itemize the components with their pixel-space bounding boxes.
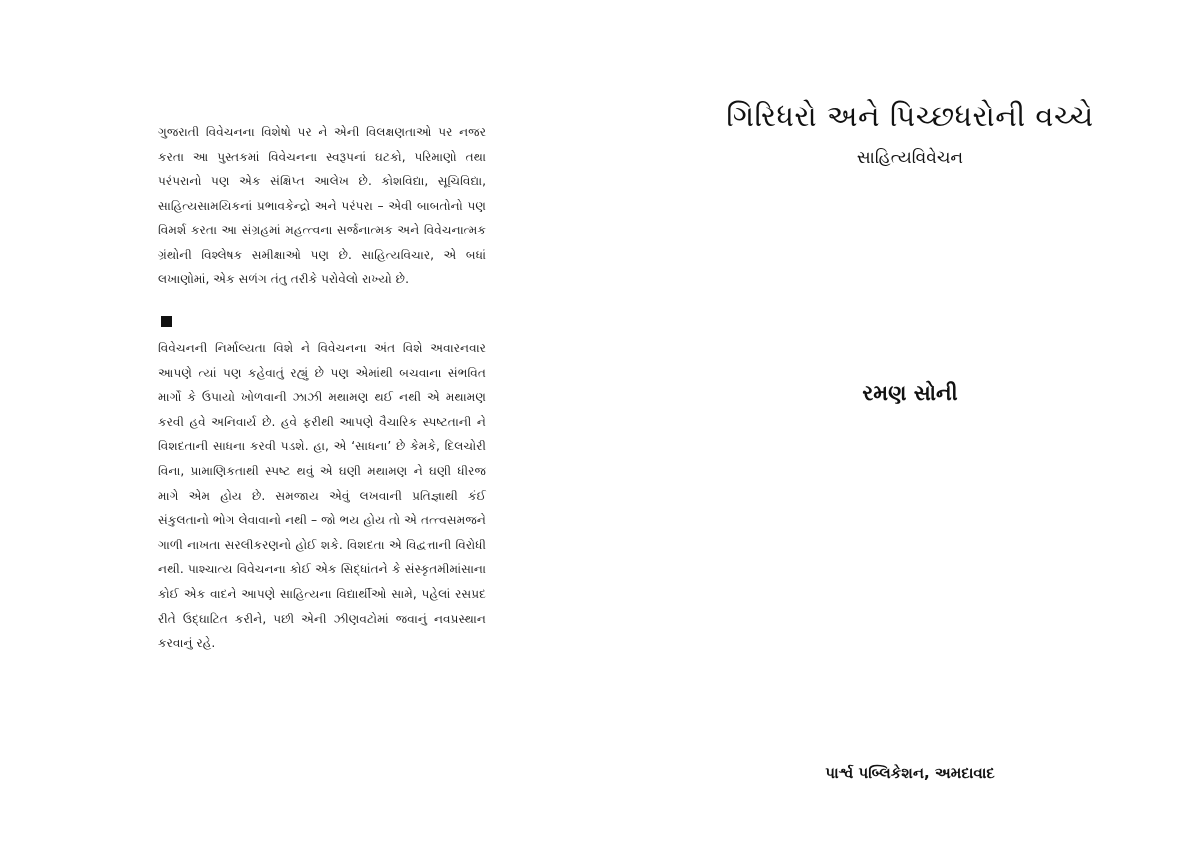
back-cover-blurb-paragraph-1: ગુજરાતી વિવેચનના વિશેષો પર ને એની વિલક્ષણતાઓ પર નજર કરતા આ પુસ્તકમાં વિવેચનના સ્વરૂપનાં ઘટકો, પરિમાણો તથા પરંપરાનો પણ એક સંક્ષિપ્ત આલેખ છે. કોશવિદ્યા, સૂચિવિદ્યા, સાહિત્યસામયિકનાં પ્રભાવકેન્દ્રો અને પરંપરા – એવી બાબતોનો પણ વિમર્શ કરતા આ સંગ્રહમાં મહત્ત્વના સર્જનાત્મક અને વિવેચનાત્મક ગ્રંથોની વિશ્લેષક સમીક્ષાઓ પણ છે. સાહિત્યવિચાર, એ બધાં લખાણોમાં, એક સળંગ તંતુ તરીકે પરોવેલો રાખ્યો છે. bbox=[158, 125, 486, 286]
publisher-name: પાર્શ્વ પબ્લિકેશન, અમદાવાદ bbox=[825, 764, 995, 782]
separator-square-icon bbox=[161, 316, 172, 327]
book-subtitle: સાહિત્યવિવેચન bbox=[856, 148, 964, 168]
back-cover-blurb-paragraph-2: વિવેચનની નિર્માલ્યતા વિશે ને વિવેચનના અંત વિશે અવારનવાર આપણે ત્યાં પણ કહેવાતું રહ્યું છે પણ એમાંથી બચવાના સંભવિત માર્ગો કે ઉપાયો ખોળવાની ઝાઝી મથામણ થઈ નથી એ મથામણ કરવી હવે અનિવાર્ય છે. હવે ફરીથી આપણે વૈચારિક સ્પષ્ટતાની ને વિશદતાની સાધના કરવી પડશે. હા, એ ‘સાધના’ છે કેમકે, દિલચોરી વિના, પ્રામાણિકતાથી સ્પષ્ટ થવું એ ઘણી મથામણ ને ઘણી ધીરજ માગે એમ હોય છે. સમજાય એવું લખવાની પ્રતિજ્ઞાથી કંઈ સંકુલતાનો ભોગ લેવાવાનો નથી – જો ભય હોય તો એ તત્ત્વસમજને ગાળી નાખતા સરલીકરણનો હોઈ શકે. વિશદતા એ વિદ્વત્તાની વિરોધી નથી. પાશ્ચાત્ય વિવેચનના કોઈ એક સિદ્ધાંતને કે સંસ્કૃતમીમાંસાના કોઈ એક વાદને આપણે સાહિત્યના વિદ્યાર્થીઓ સામે, પહેલાં રસપ્રદ રીતે ઉદ્ઘાટિત કરીને, પછી એની ઝીણવટોમાં જવાનું નવપ્રસ્થાન કરવાનું રહે. bbox=[158, 341, 486, 651]
front-cover bbox=[600, 0, 1200, 848]
book-title: ગિરિધરો અને પિચ્છધરોની વચ્ચે bbox=[726, 99, 1094, 133]
author-name: રમણ સોની bbox=[862, 381, 958, 405]
